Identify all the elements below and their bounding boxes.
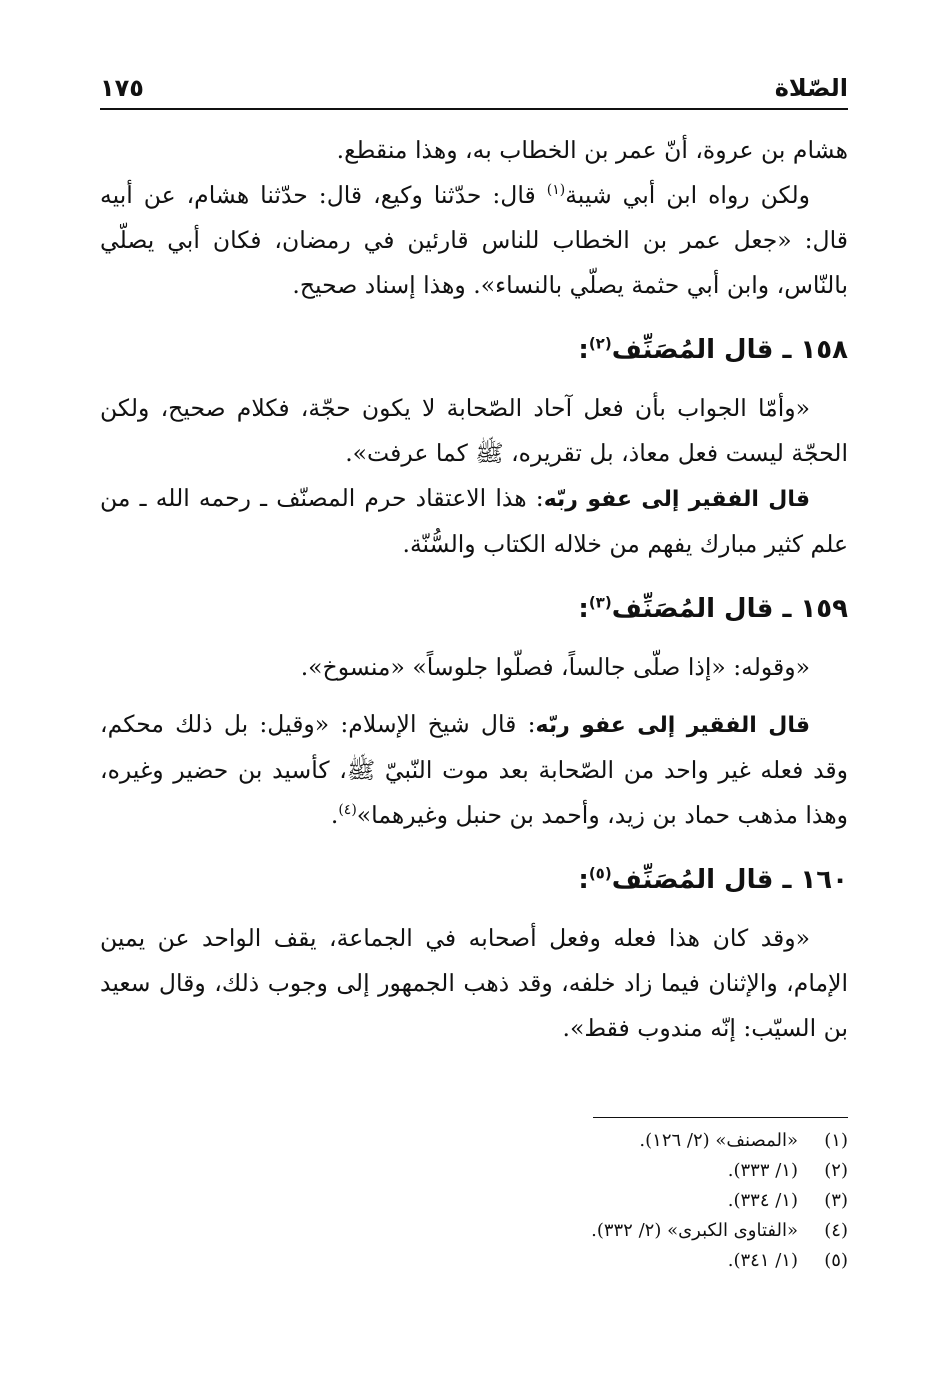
footnote-text: (١/ ٣٣٣). (727, 1160, 798, 1181)
footnote-ref[interactable]: (١) (546, 182, 566, 199)
footnote-text: «المصنف» (٢/ ١٢٦). (639, 1130, 798, 1151)
footnote-number: (١) (824, 1130, 848, 1151)
footnote-item (100, 1246, 848, 1276)
spacer (100, 690, 848, 702)
footnotes (100, 1126, 848, 1276)
footnote-ref[interactable]: (٢) (588, 334, 612, 353)
footnote-item (100, 1186, 848, 1216)
footnote-item (100, 1126, 848, 1156)
footnote-item (100, 1216, 848, 1246)
lead-phrase: قال الفقير إلى عفو ربّه (543, 487, 810, 512)
footnote-number: (٣) (824, 1190, 848, 1211)
lead-phrase: قال الفقير إلى عفو ربّه (535, 713, 810, 738)
paragraph: هشام بن عروة، أنّ عمر بن الخطاب به، وهذا منقطع. (336, 136, 848, 164)
footnote-number: (٥) (824, 1250, 848, 1271)
paragraph: ولكن رواه ابن أبي شيبة$^{(١)}$ قال: حدّثنا وكيع، قال: حدّثنا هشام، عن أبيه قال: «جعل عمر بن الخطاب للناس قارئين في رمضان، فكان أبي يصلّي بالنّاس، وابن أبي حثمة يصلّي بالنساء». وهذا إسناد صحيح. (100, 181, 848, 299)
paragraph: قال الفقير إلى عفو ربّه: قال شيخ الإسلام: «وقيل: بل ذلك محكم، وقد فعله غير واحد من الصّحابة بعد موت النّبيّ ﷺ، كأسيد بن حضير وغيره، وهذا مذهب حماد بن زيد، وأحمد بن حنبل وغيرهما»$^{(٤)}$. (100, 710, 848, 829)
page-header (100, 62, 848, 110)
footnote-text: (١/ ٣٤١). (727, 1250, 798, 1271)
main-text (100, 128, 848, 1051)
footnote-ref[interactable]: (٤) (338, 802, 357, 819)
footnote-text: (١/ ٣٣٤). (727, 1190, 798, 1211)
paragraph: «وأمّا الجواب بأن فعل آحاد الصّحابة لا يكون حجّة، فكلام صحيح، ولكن الحجّة ليست فعل معاذ، بل تقريره، ﷺ كما عرفت». (100, 394, 848, 467)
footnote-ref[interactable]: (٥) (588, 864, 612, 883)
paragraph: «وقوله: «إذا صلّى جالساً، فصلّوا جلوساً» «منسوخ». (300, 653, 810, 681)
page-number: ١٧٥ (100, 74, 144, 102)
footnote-number: (٤) (824, 1220, 848, 1241)
footnote-text: «الفتاوى الكبرى» (٢/ ٣٣٢). (591, 1220, 798, 1241)
footnote-ref[interactable]: (٣) (588, 593, 612, 612)
footnote-divider (593, 1117, 848, 1118)
paragraph: «وقد كان هذا فعله وفعل أصحابه في الجماعة، يقف الواحد عن يمين الإمام، والإثنان فيما زاد خلفه، وقد ذهب الجمهور إلى وجوب ذلك، وقال سعيد بن السيّب: إنّه مندوب فقط». (100, 924, 848, 1042)
section-heading-159: ١٥٩ ـ قال المُصَنِّف$^{(٣)}$: (578, 593, 848, 624)
section-heading-158: ١٥٨ ـ قال المُصَنِّف$^{(٢)}$: (578, 334, 848, 365)
footnote-item (100, 1156, 848, 1186)
footnote-number: (٢) (824, 1160, 848, 1181)
running-title: الصّلاة (774, 74, 848, 102)
section-heading-160: ١٦٠ ـ قال المُصَنِّف$^{(٥)}$: (578, 864, 848, 895)
paragraph: قال الفقير إلى عفو ربّه: هذا الاعتقاد حرم المصنّف ـ رحمه الله ـ من علم كثير مبارك يفهم من خلاله الكتاب والسُّنّة. (100, 484, 848, 558)
